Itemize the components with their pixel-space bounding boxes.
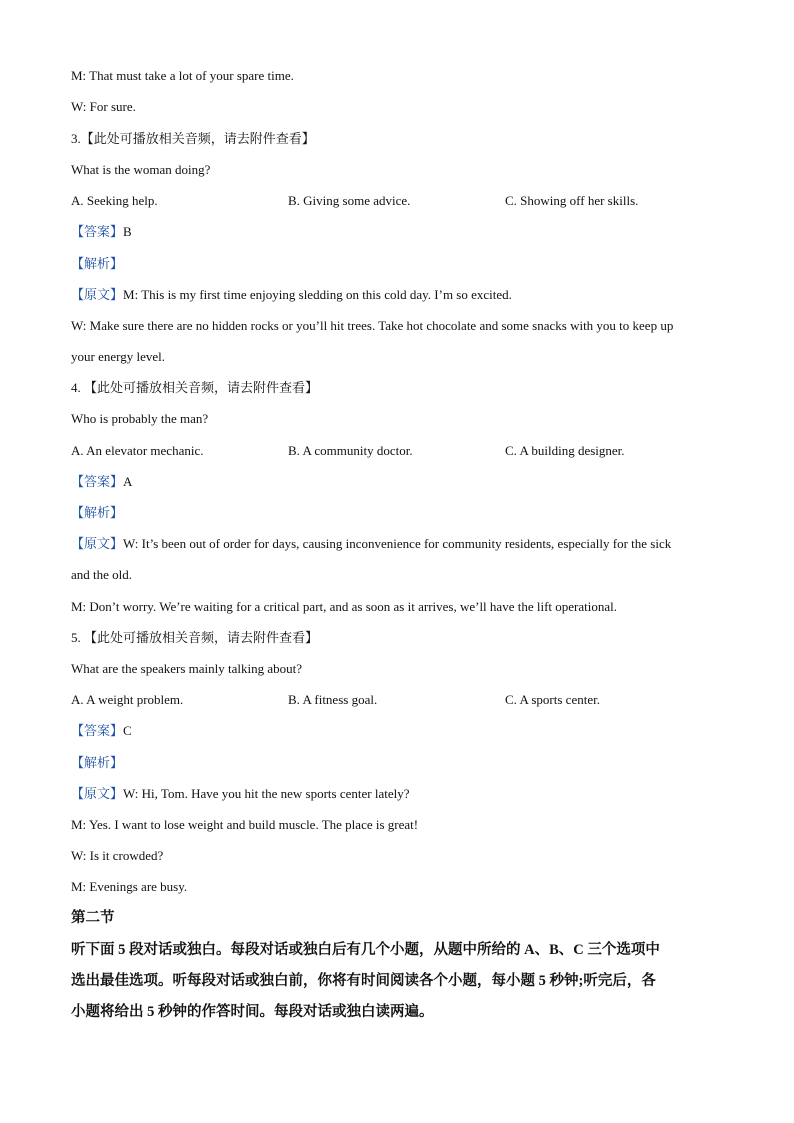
question-4-text: Who is probably the man? bbox=[71, 411, 209, 426]
answer-value: C bbox=[123, 723, 132, 738]
question-3-transcript-3: your energy level. bbox=[71, 349, 165, 364]
section-instructions-2: 选出最佳选项。听每段对话或独白前，你将有时间阅读各个小题，每小题 5 秒钟;听完后，各 bbox=[71, 973, 656, 989]
answer-tag: 【答案】 bbox=[71, 723, 124, 738]
question-4-analysis-tag: 【解析】 bbox=[71, 505, 124, 520]
question-5-text: What are the speakers mainly talking about? bbox=[71, 661, 303, 676]
question-5-transcript-1 bbox=[71, 786, 409, 802]
transcript-text: W: Hi, Tom. Have you hit the new sports center lately? bbox=[123, 786, 410, 801]
question-5-option-b: B. A fitness goal. bbox=[288, 692, 378, 707]
question-4-transcript-3: M: Don’t worry. We’re waiting for a critical part, and as soon as it arrives, we’ll have the lift operational. bbox=[71, 599, 617, 614]
question-3-analysis-tag: 【解析】 bbox=[71, 256, 124, 271]
question-4-answer bbox=[71, 474, 132, 490]
question-3-option-a: A. Seeking help. bbox=[71, 193, 158, 208]
question-3-header: 3.【此处可播放相关音频，请去附件查看】 bbox=[71, 131, 315, 146]
question-4-transcript-2: and the old. bbox=[71, 567, 133, 582]
transcript-text: M: This is my first time enjoying sledding on this cold day. I’m so excited. bbox=[123, 287, 512, 302]
answer-tag: 【答案】 bbox=[71, 224, 124, 239]
transcript-tag: 【原文】 bbox=[71, 287, 124, 302]
question-4-transcript-1 bbox=[71, 536, 671, 552]
question-3-transcript-1 bbox=[71, 287, 512, 303]
question-5-header: 5. 【此处可播放相关音频，请去附件查看】 bbox=[71, 630, 319, 645]
section-instructions-1: 听下面 5 段对话或独白。每段对话或独白后有几个小题，从题中所给的 A、B、C 三个选项中 bbox=[71, 942, 660, 958]
question-5-transcript-2: M: Yes. I want to lose weight and build muscle. The place is great! bbox=[71, 817, 419, 832]
question-3-option-c: C. Showing off her skills. bbox=[505, 193, 639, 208]
answer-tag: 【答案】 bbox=[71, 474, 124, 489]
transcript-text: W: It’s been out of order for days, causing inconvenience for community residents, especially for the sick bbox=[123, 536, 672, 551]
dialogue-line: M: That must take a lot of your spare time. bbox=[71, 68, 294, 83]
question-5-option-a: A. A weight problem. bbox=[71, 692, 184, 707]
question-4-header: 4. 【此处可播放相关音频，请去附件查看】 bbox=[71, 380, 319, 395]
question-4-option-b: B. A community doctor. bbox=[288, 443, 413, 458]
answer-value: B bbox=[123, 224, 132, 239]
answer-value: A bbox=[123, 474, 133, 489]
question-5-option-c: C. A sports center. bbox=[505, 692, 600, 707]
question-4-option-a: A. An elevator mechanic. bbox=[71, 443, 204, 458]
question-5-transcript-4: M: Evenings are busy. bbox=[71, 879, 188, 894]
dialogue-line: W: For sure. bbox=[71, 99, 136, 114]
section-instructions-3: 小题将给出 5 秒钟的作答时间。每段对话或独白读两遍。 bbox=[71, 1004, 434, 1020]
question-5-answer bbox=[71, 723, 132, 739]
question-5-analysis-tag: 【解析】 bbox=[71, 755, 124, 770]
question-4-option-c: C. A building designer. bbox=[505, 443, 625, 458]
transcript-tag: 【原文】 bbox=[71, 786, 124, 801]
question-3-answer bbox=[71, 224, 132, 240]
question-3-option-b: B. Giving some advice. bbox=[288, 193, 411, 208]
question-5-transcript-3: W: Is it crowded? bbox=[71, 848, 164, 863]
section-title: 第二节 bbox=[71, 910, 115, 926]
question-3-transcript-2: W: Make sure there are no hidden rocks or you’ll hit trees. Take hot chocolate and some snacks with you to keep up bbox=[71, 318, 674, 333]
question-3-text: What is the woman doing? bbox=[71, 162, 211, 177]
transcript-tag: 【原文】 bbox=[71, 536, 124, 551]
